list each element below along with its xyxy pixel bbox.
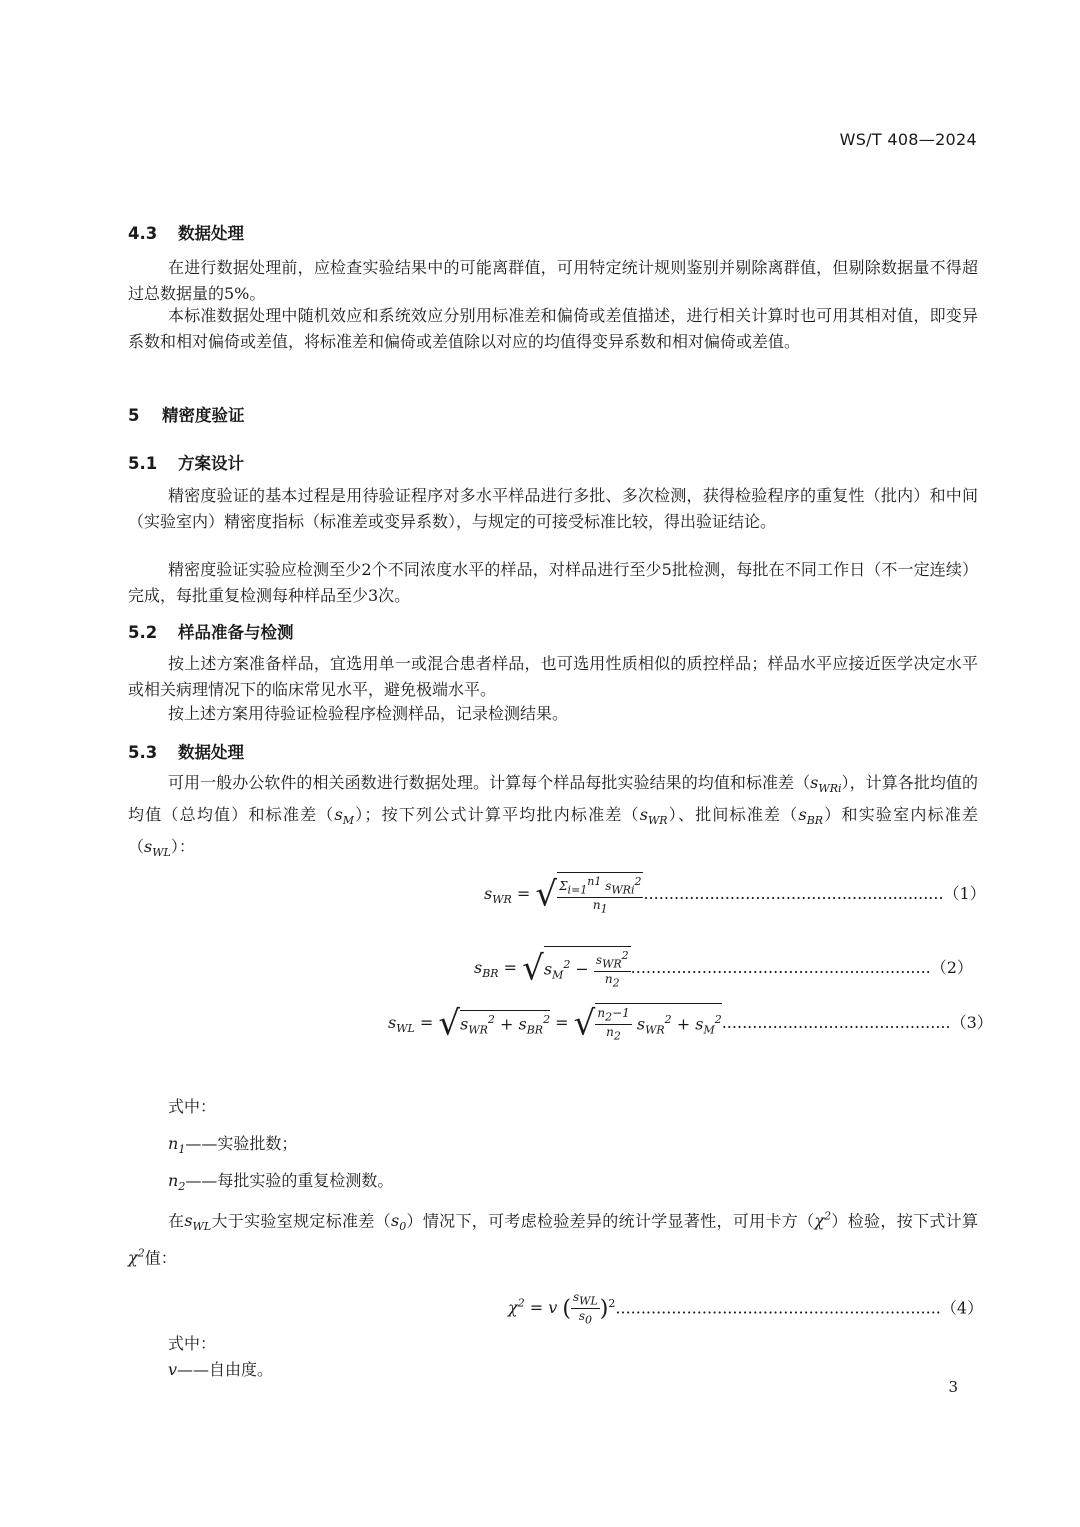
heading-5-1-number: 5.1: [128, 454, 158, 473]
heading-5-2-number: 5.2: [128, 623, 158, 642]
heading-5: [128, 402, 245, 426]
formula-3: $s_{WL} = √s_{WR}^2 + s_{BR}^2$ = √ $\frac{n_2-1}{n_2}$ $s_{WR}^2 + s_M^2.............................................(3)$: [388, 1003, 993, 1044]
heading-5-title: 精密度验证: [162, 406, 245, 425]
page-number: 3: [948, 1378, 958, 1396]
heading-5-3: [128, 739, 244, 763]
formula-2-number: （2）: [930, 957, 973, 977]
paragraph-4-3-1: 在进行数据处理前，应检查实验结果中的可能离群值，可用特定统计规则鉴别并剔除离群值，但剔除数据量不得超过总数据量的5%。: [128, 258, 978, 303]
paragraph-5-1-2: 精密度验证实验应检测至少2个不同浓度水平的样品，对样品进行至少5批检测，每批在不同工作日（不一定连续）完成，每批重复检测每种样品至少3次。: [128, 560, 978, 605]
formula-3-number: （3）: [950, 1012, 993, 1032]
where-label-1: 式中：: [168, 1097, 217, 1116]
paragraph-chi-square: 在$s_{WL}$大于实验室规定标准差$(s_0)$情况下，可考虑检验差异的统计学显著性，可用卡方$(\chi^2)$检验，按下式计算$\chi^2$值：: [128, 1210, 978, 1267]
heading-4-3-title: 数据处理: [178, 224, 244, 243]
heading-5-2: [128, 619, 294, 643]
heading-5-1: [128, 450, 244, 474]
definition-n1: $n_1——$实验批数；: [168, 1134, 298, 1157]
formula-4-number: （4）: [940, 1298, 984, 1318]
heading-4-3-number: 4.3: [128, 224, 158, 243]
paragraph-4-3-2: 本标准数据处理中随机效应和系统效应分别用标准差和偏倚或差值描述，进行相关计算时也可用其相对值，即变异系数和相对偏倚或差值，将标准差和偏倚或差值除以对应的均值得变异系数和相对偏倚或差值。: [128, 306, 978, 351]
formula-2: $s_{BR} = √s_M^2$ − $\frac{s_{WR}^2}{n_2}$ ...........................................................（2）: [474, 946, 973, 991]
paragraph-5-3-1: 可用一般办公软件的相关函数进行数据处理。计算每个样品每批实验结果的均值和标准差$(s_{WRi})$，计算各批均值的均值（总均值）和标准差$(s_M)$；按下列公式计算平均批内标准差$(s_{WR})$、批间标准差$(s_{BR})$和实验室内标准差$(s_{WL})$：: [128, 773, 978, 860]
paragraph-5-2-2: 按上述方案用待验证检验程序检测样品，记录检测结果。: [168, 704, 569, 723]
heading-5-3-title: 数据处理: [178, 743, 244, 762]
heading-4-3: [128, 220, 244, 244]
heading-5-number: 5: [128, 406, 140, 425]
standard-code: WS/T 408—2024: [839, 130, 977, 149]
definition-v: v——自由度。: [168, 1360, 274, 1379]
definition-n2: $n_2——$每批实验的重复检测数。: [168, 1171, 394, 1194]
where-label-2: 式中：: [168, 1334, 217, 1353]
heading-5-1-title: 方案设计: [178, 454, 244, 473]
formula-4: $\chi^2 = v$ ( $\frac{s_{WL}}{s_0}$ )$^2$................................................................（4）: [508, 1290, 984, 1327]
heading-5-3-number: 5.3: [128, 743, 158, 762]
paragraph-5-1-1: 精密度验证的基本过程是用待验证程序对多水平样品进行多批、多次检测，获得检验程序的重复性（批内）和中间（实验室内）精密度指标（标准差或变异系数），与规定的可接受标准比较，得出验证结论。: [128, 486, 978, 531]
paragraph-5-2-1: 按上述方案准备样品，宜选用单一或混合患者样品，也可选用性质相似的质控样品；样品水平应接近医学决定水平或相关病理情况下的临床常见水平，避免极端水平。: [128, 654, 978, 699]
formula-1: $s_{WR}$ = √ $\frac{\Sigma_{i=1}^{n1} s_{WRi}^2}{n_1}$ ...........................................................（1）: [484, 872, 986, 917]
formula-1-number: （1）: [943, 883, 986, 903]
heading-5-2-title: 样品准备与检测: [178, 623, 294, 642]
